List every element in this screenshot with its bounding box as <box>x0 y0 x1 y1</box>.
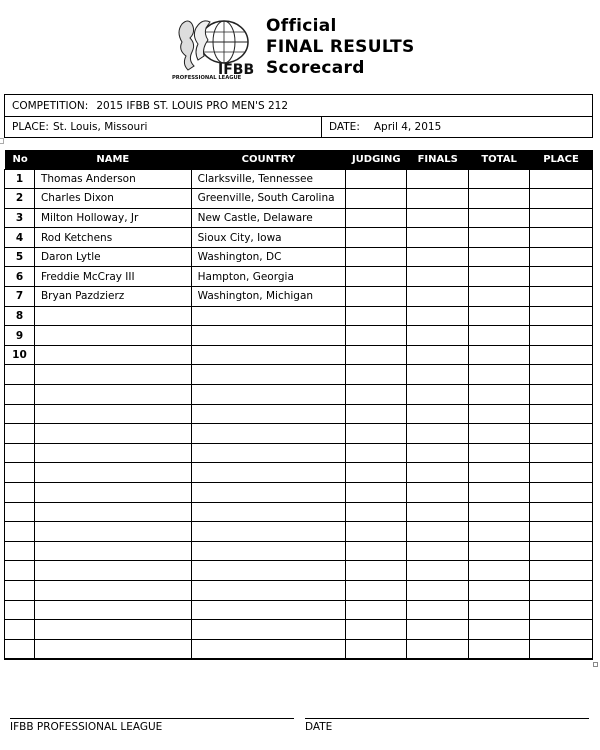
competition-row <box>5 95 592 116</box>
cell-total[interactable] <box>469 600 530 620</box>
cell-no[interactable] <box>5 620 35 640</box>
cell-no[interactable]: 3 <box>5 208 35 228</box>
cell-place[interactable] <box>530 463 593 483</box>
cell-no[interactable] <box>5 443 35 463</box>
cell-total[interactable] <box>469 639 530 659</box>
results-table <box>4 150 593 660</box>
cell-judging[interactable] <box>346 267 407 287</box>
cell-total[interactable] <box>469 404 530 424</box>
title-line-final-results: FINAL RESULTS <box>266 37 415 57</box>
table-row <box>5 502 593 522</box>
col-header-judging: JUDGING <box>346 150 407 169</box>
cell-judging[interactable] <box>346 189 407 209</box>
table-row <box>5 580 593 600</box>
cell-country[interactable] <box>191 404 346 424</box>
cell-finals[interactable] <box>407 345 469 365</box>
ifbb-logo-icon <box>168 14 260 80</box>
cell-name[interactable]: Rod Ketchens <box>34 228 191 248</box>
cell-judging[interactable] <box>346 247 407 267</box>
cell-finals[interactable] <box>407 522 469 542</box>
cell-judging[interactable] <box>346 228 407 248</box>
cell-name[interactable]: Freddie McCray III <box>34 267 191 287</box>
cell-finals[interactable] <box>407 443 469 463</box>
cell-country[interactable] <box>191 541 346 561</box>
table-row <box>5 345 593 365</box>
cell-country[interactable]: New Castle, Delaware <box>191 208 346 228</box>
cell-no[interactable]: 10 <box>5 345 35 365</box>
cell-judging[interactable] <box>346 620 407 640</box>
cell-finals[interactable] <box>407 247 469 267</box>
cell-name[interactable] <box>34 561 191 581</box>
cell-judging[interactable] <box>346 522 407 542</box>
cell-total[interactable] <box>469 208 530 228</box>
cell-total[interactable] <box>469 620 530 640</box>
place-value: St. Louis, Missouri <box>52 121 148 133</box>
cell-finals[interactable] <box>407 580 469 600</box>
cell-country[interactable] <box>191 345 346 365</box>
cell-name[interactable] <box>34 424 191 444</box>
cell-finals[interactable] <box>407 541 469 561</box>
cell-country[interactable] <box>191 443 346 463</box>
cell-judging[interactable] <box>346 365 407 385</box>
table-row <box>5 620 593 640</box>
cell-place[interactable] <box>530 306 593 326</box>
cell-judging[interactable] <box>346 345 407 365</box>
cell-no[interactable]: 1 <box>5 169 35 189</box>
cell-name[interactable] <box>34 385 191 405</box>
cell-place[interactable] <box>530 483 593 503</box>
place-date-row <box>5 116 592 137</box>
cell-place[interactable] <box>530 385 593 405</box>
table-row <box>5 169 593 189</box>
cell-finals[interactable] <box>407 306 469 326</box>
cell-finals[interactable] <box>407 326 469 346</box>
cell-finals[interactable] <box>407 404 469 424</box>
cell-total[interactable] <box>469 267 530 287</box>
date-cell[interactable] <box>321 117 592 137</box>
title-line-official: Official <box>266 16 337 36</box>
table-resize-handle[interactable] <box>593 662 598 667</box>
cell-country[interactable] <box>191 561 346 581</box>
col-header-name: NAME <box>34 150 191 169</box>
cell-country[interactable] <box>191 580 346 600</box>
table-row <box>5 483 593 503</box>
cell-country[interactable] <box>191 306 346 326</box>
cell-judging[interactable] <box>346 287 407 307</box>
cell-name[interactable] <box>34 600 191 620</box>
cell-finals[interactable] <box>407 385 469 405</box>
cell-finals[interactable] <box>407 561 469 581</box>
cell-no[interactable] <box>5 424 35 444</box>
cell-place[interactable] <box>530 404 593 424</box>
competition-info-table <box>4 94 593 138</box>
cell-place[interactable] <box>530 287 593 307</box>
cell-name[interactable] <box>34 502 191 522</box>
cell-no[interactable] <box>5 502 35 522</box>
cell-finals[interactable] <box>407 463 469 483</box>
date-value: April 4, 2015 <box>373 121 442 133</box>
cell-no[interactable] <box>5 365 35 385</box>
cell-place[interactable] <box>530 169 593 189</box>
table-row <box>5 247 593 267</box>
table-row <box>5 287 593 307</box>
cell-no[interactable] <box>5 522 35 542</box>
col-header-place: PLACE <box>530 150 593 169</box>
cell-finals[interactable] <box>407 267 469 287</box>
table-row <box>5 365 593 385</box>
cell-country[interactable] <box>191 502 346 522</box>
cell-name[interactable] <box>34 639 191 659</box>
cell-total[interactable] <box>469 463 530 483</box>
cell-total[interactable] <box>469 306 530 326</box>
col-header-no: No <box>5 150 35 169</box>
cell-no[interactable]: 4 <box>5 228 35 248</box>
cell-no[interactable]: 6 <box>5 267 35 287</box>
cell-place[interactable] <box>530 424 593 444</box>
cell-no[interactable] <box>5 639 35 659</box>
cell-total[interactable] <box>469 365 530 385</box>
cell-judging[interactable] <box>346 169 407 189</box>
table-row <box>5 326 593 346</box>
cell-no[interactable]: 8 <box>5 306 35 326</box>
scorecard-title <box>266 16 415 79</box>
cell-name[interactable] <box>34 404 191 424</box>
table-row <box>5 639 593 659</box>
cell-judging[interactable] <box>346 404 407 424</box>
cell-name[interactable] <box>34 365 191 385</box>
cell-finals[interactable] <box>407 639 469 659</box>
cell-finals[interactable] <box>407 483 469 503</box>
cell-country[interactable] <box>191 385 346 405</box>
cell-finals[interactable] <box>407 502 469 522</box>
cell-no[interactable] <box>5 600 35 620</box>
cell-finals[interactable] <box>407 365 469 385</box>
cell-finals[interactable] <box>407 208 469 228</box>
cell-place[interactable] <box>530 345 593 365</box>
cell-country[interactable]: Greenville, South Carolina <box>191 189 346 209</box>
cell-name[interactable]: Charles Dixon <box>34 189 191 209</box>
cell-place[interactable] <box>530 561 593 581</box>
col-header-total: TOTAL <box>469 150 530 169</box>
cell-country[interactable] <box>191 424 346 444</box>
table-header-row <box>5 150 593 169</box>
cell-country[interactable]: Sioux City, Iowa <box>191 228 346 248</box>
results-table-body <box>5 169 593 659</box>
cell-country[interactable] <box>191 639 346 659</box>
cell-no[interactable]: 5 <box>5 247 35 267</box>
table-row <box>5 463 593 483</box>
cell-total[interactable] <box>469 326 530 346</box>
cell-total[interactable] <box>469 385 530 405</box>
table-row <box>5 424 593 444</box>
cell-no[interactable] <box>5 541 35 561</box>
cell-finals[interactable] <box>407 600 469 620</box>
cell-name[interactable]: Bryan Pazdzierz <box>34 287 191 307</box>
cell-no[interactable] <box>5 385 35 405</box>
table-row <box>5 541 593 561</box>
cell-place[interactable] <box>530 541 593 561</box>
cell-total[interactable] <box>469 287 530 307</box>
cell-name[interactable] <box>34 306 191 326</box>
cell-judging[interactable] <box>346 639 407 659</box>
cell-name[interactable]: Thomas Anderson <box>34 169 191 189</box>
cell-total[interactable] <box>469 169 530 189</box>
cell-total[interactable] <box>469 522 530 542</box>
cell-finals[interactable] <box>407 620 469 640</box>
place-cell[interactable] <box>5 117 321 137</box>
table-anchor-handle[interactable] <box>0 138 4 144</box>
svg-text:IFBB: IFBB <box>218 62 255 78</box>
cell-judging[interactable] <box>346 208 407 228</box>
cell-place[interactable] <box>530 443 593 463</box>
cell-country[interactable] <box>191 620 346 640</box>
cell-name[interactable] <box>34 522 191 542</box>
cell-place[interactable] <box>530 189 593 209</box>
table-row <box>5 385 593 405</box>
cell-place[interactable] <box>530 228 593 248</box>
cell-judging[interactable] <box>346 424 407 444</box>
cell-judging[interactable] <box>346 483 407 503</box>
cell-total[interactable] <box>469 541 530 561</box>
date-signature-line <box>305 718 589 719</box>
cell-place[interactable] <box>530 600 593 620</box>
cell-judging[interactable] <box>346 443 407 463</box>
table-row <box>5 228 593 248</box>
cell-name[interactable] <box>34 443 191 463</box>
cell-no[interactable]: 2 <box>5 189 35 209</box>
competition-value: 2015 IFBB ST. LOUIS PRO MEN'S 212 <box>96 99 288 112</box>
cell-judging[interactable] <box>346 541 407 561</box>
cell-place[interactable] <box>530 326 593 346</box>
cell-country[interactable] <box>191 600 346 620</box>
cell-finals[interactable] <box>407 169 469 189</box>
date-signature-label: DATE <box>305 721 333 733</box>
cell-no[interactable] <box>5 483 35 503</box>
cell-no[interactable] <box>5 463 35 483</box>
table-row <box>5 208 593 228</box>
table-row <box>5 404 593 424</box>
cell-finals[interactable] <box>407 424 469 444</box>
cell-name[interactable]: Daron Lytle <box>34 247 191 267</box>
cell-name[interactable] <box>34 620 191 640</box>
col-header-finals: FINALS <box>407 150 469 169</box>
cell-judging[interactable] <box>346 463 407 483</box>
signature-label: IFBB PROFESSIONAL LEAGUE <box>10 721 163 733</box>
cell-name[interactable]: Milton Holloway, Jr <box>34 208 191 228</box>
cell-country[interactable] <box>191 463 346 483</box>
cell-place[interactable] <box>530 267 593 287</box>
cell-total[interactable] <box>469 228 530 248</box>
cell-country[interactable] <box>191 483 346 503</box>
table-row <box>5 600 593 620</box>
cell-place[interactable] <box>530 502 593 522</box>
table-row <box>5 522 593 542</box>
cell-country[interactable]: Washington, Michigan <box>191 287 346 307</box>
cell-total[interactable] <box>469 424 530 444</box>
cell-judging[interactable] <box>346 561 407 581</box>
cell-judging[interactable] <box>346 580 407 600</box>
cell-no[interactable]: 9 <box>5 326 35 346</box>
cell-total[interactable] <box>469 483 530 503</box>
date-label: DATE: <box>329 121 360 133</box>
table-row <box>5 189 593 209</box>
cell-place[interactable] <box>530 208 593 228</box>
table-row <box>5 306 593 326</box>
cell-country[interactable] <box>191 365 346 385</box>
cell-name[interactable] <box>34 326 191 346</box>
cell-judging[interactable] <box>346 385 407 405</box>
cell-name[interactable] <box>34 483 191 503</box>
cell-place[interactable] <box>530 365 593 385</box>
cell-country[interactable]: Washington, DC <box>191 247 346 267</box>
cell-place[interactable] <box>530 247 593 267</box>
cell-judging[interactable] <box>346 306 407 326</box>
cell-country[interactable] <box>191 326 346 346</box>
cell-no[interactable] <box>5 404 35 424</box>
cell-place[interactable] <box>530 522 593 542</box>
cell-country[interactable]: Clarksville, Tennessee <box>191 169 346 189</box>
title-line-scorecard: Scorecard <box>266 58 365 78</box>
cell-finals[interactable] <box>407 228 469 248</box>
table-row <box>5 561 593 581</box>
cell-name[interactable] <box>34 345 191 365</box>
scorecard-header <box>168 14 438 82</box>
competition-label: COMPETITION: <box>12 99 89 112</box>
cell-total[interactable] <box>469 580 530 600</box>
cell-judging[interactable] <box>346 326 407 346</box>
place-label: PLACE: <box>12 121 49 133</box>
cell-total[interactable] <box>469 247 530 267</box>
cell-finals[interactable] <box>407 287 469 307</box>
cell-name[interactable] <box>34 463 191 483</box>
table-row <box>5 443 593 463</box>
cell-name[interactable] <box>34 541 191 561</box>
cell-no[interactable] <box>5 561 35 581</box>
col-header-country: COUNTRY <box>191 150 346 169</box>
svg-text:PROFESSIONAL LEAGUE: PROFESSIONAL LEAGUE <box>172 75 242 80</box>
cell-name[interactable] <box>34 580 191 600</box>
cell-place[interactable] <box>530 639 593 659</box>
cell-total[interactable] <box>469 189 530 209</box>
cell-total[interactable] <box>469 345 530 365</box>
cell-country[interactable] <box>191 522 346 542</box>
table-row <box>5 267 593 287</box>
cell-total[interactable] <box>469 443 530 463</box>
cell-place[interactable] <box>530 620 593 640</box>
cell-judging[interactable] <box>346 502 407 522</box>
signature-line <box>10 718 294 719</box>
cell-finals[interactable] <box>407 189 469 209</box>
cell-no[interactable]: 7 <box>5 287 35 307</box>
cell-country[interactable]: Hampton, Georgia <box>191 267 346 287</box>
cell-place[interactable] <box>530 580 593 600</box>
cell-total[interactable] <box>469 561 530 581</box>
cell-no[interactable] <box>5 580 35 600</box>
cell-judging[interactable] <box>346 600 407 620</box>
competition-cell[interactable] <box>5 95 288 116</box>
cell-total[interactable] <box>469 502 530 522</box>
